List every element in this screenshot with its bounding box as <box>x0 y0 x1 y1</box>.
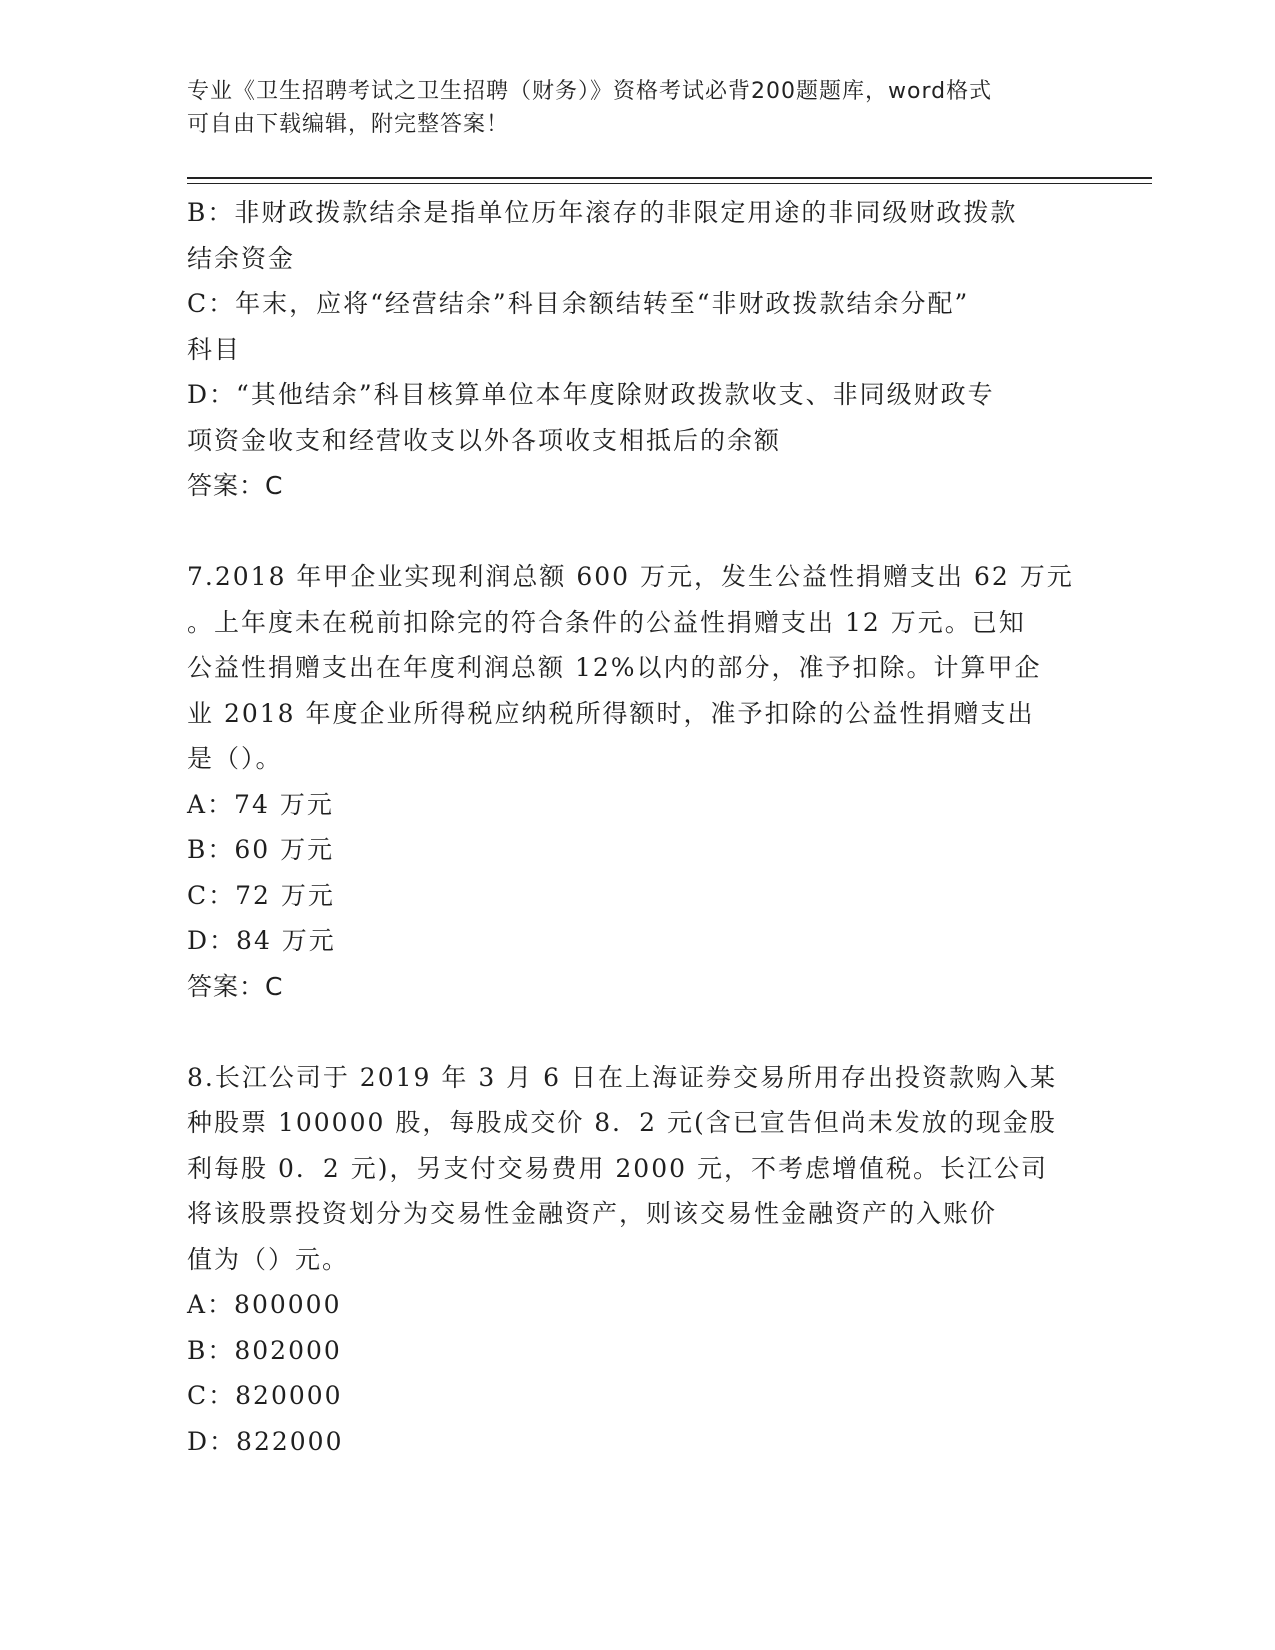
option-c-line-1: C：年末，应将“经营结余”科目余额结转至“非财政拨款结余分配” <box>187 289 970 318</box>
option-d-line-2: 项资金收支和经营收支以外各项收支相抵后的余额 <box>187 425 782 455</box>
question-7-stem-line-2: 。上年度未在税前扣除完的符合条件的公益性捐赠支出 12 万元。已知 <box>187 607 1026 637</box>
document-header <box>187 75 1067 141</box>
question-7-stem-line-3: 公益性捐赠支出在年度利润总额 12%以内的部分，准予扣除。计算甲企 <box>187 653 1042 682</box>
question-8-stem-line-2: 种股票 100000 股，每股成交价 8．2 元(含已宣告但尚未发放的现金股 <box>187 1108 1057 1137</box>
option-c-line-2: 科目 <box>187 334 242 364</box>
question-8-option-b: B：802000 <box>187 1335 342 1365</box>
question-8-stem-line-1: 8.长江公司于 2019 年 3 月 6 日在上海证券交易所用存出投资款购入某 <box>187 1062 1057 1092</box>
question-7-stem-line-1: 7.2018 年甲企业实现利润总额 600 万元，发生公益性捐赠支出 62 万元 <box>187 562 1074 591</box>
header-title-line-1: 专业《卫生招聘考试之卫生招聘（财务）》资格考试必背200题题库，word格式 <box>187 79 993 104</box>
question-8-option-a: A：800000 <box>187 1290 342 1319</box>
question-7-answer: 答案：C <box>187 971 284 1001</box>
question-7-option-a: A：74 万元 <box>187 789 334 819</box>
question-7-option-d: D：84 万元 <box>187 926 336 955</box>
question-7-block <box>187 554 1087 1009</box>
header-title-line-2: 可自由下载编辑，附完整答案！ <box>187 112 510 137</box>
question-8-block <box>187 1055 1087 1465</box>
question-8-option-d: D：822000 <box>187 1426 344 1456</box>
header-divider-thin <box>187 183 1152 184</box>
previous-question-block <box>187 190 1087 509</box>
question-8-stem-line-5: 值为（）元。 <box>187 1244 350 1274</box>
spacer <box>187 509 1087 555</box>
question-7-stem-line-5: 是（）。 <box>187 744 283 773</box>
header-divider <box>187 177 1152 179</box>
question-8-option-c: C：820000 <box>187 1381 343 1410</box>
document-body <box>187 190 1087 1464</box>
question-7-option-b: B：60 万元 <box>187 835 335 864</box>
question-8-stem-line-4: 将该股票投资划分为交易性金融资产，则该交易性金融资产的入账价 <box>187 1199 998 1228</box>
option-b-line-1: B：非财政拨款结余是指单位历年滚存的非限定用途的非同级财政拨款 <box>187 198 1018 227</box>
answer-line: 答案：C <box>187 471 284 500</box>
question-8-stem-line-3: 利每股 0．2 元)，另支付交易费用 2000 元，不考虑增值税。长江公司 <box>187 1153 1048 1183</box>
option-d-line-1: D：“其他结余”科目核算单位本年度除财政拨款收支、非同级财政专 <box>187 380 995 409</box>
spacer <box>187 1009 1087 1055</box>
option-b-line-2: 结余资金 <box>187 243 296 273</box>
question-7-stem-line-4: 业 2018 年度企业所得税应纳税所得额时，准予扣除的公益性捐赠支出 <box>187 698 1035 728</box>
question-7-option-c: C：72 万元 <box>187 880 335 910</box>
